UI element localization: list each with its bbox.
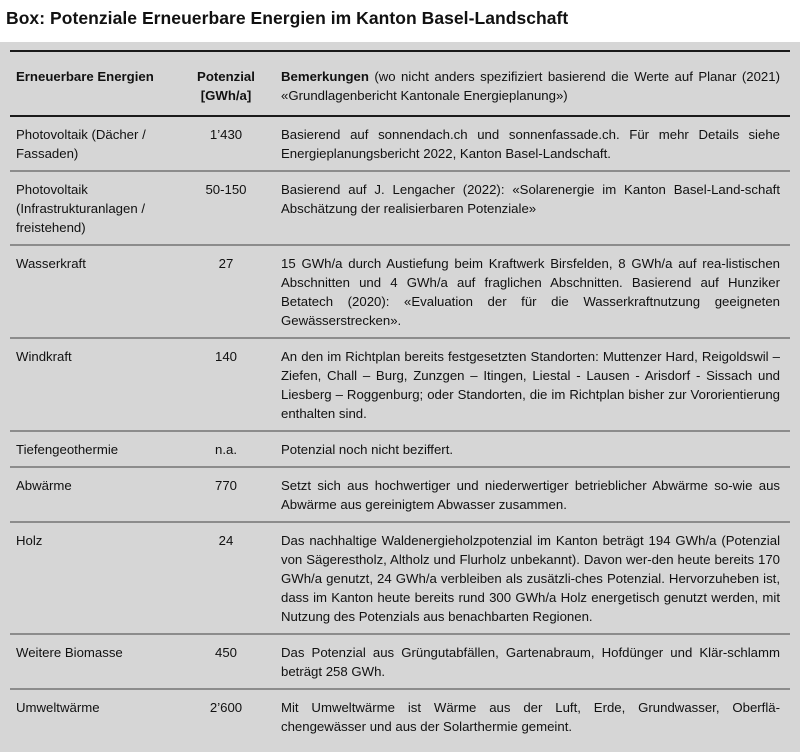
row-source: Wasserkraft	[16, 256, 86, 271]
table-row	[10, 467, 790, 522]
row-potential: 770	[214, 478, 237, 493]
row-potential: 1’430	[209, 127, 243, 142]
row-remark: Das Potenzial aus Grüngutabfällen, Gartenabraum, Hofdünger und Klär-schlamm beträgt 258 GWh.	[281, 645, 780, 679]
row-remark: Mit Umweltwärme ist Wärme aus der Luft, Erde, Grundwasser, Oberflä-chengewässer und aus der Solarthermie gemeint.	[281, 700, 780, 734]
table-header-row	[10, 51, 790, 116]
row-potential: n.a.	[215, 442, 237, 457]
header-potential	[185, 51, 267, 116]
row-source: Photovoltaik (Dächer / Fassaden)	[16, 127, 146, 161]
row-remark: 15 GWh/a durch Austiefung beim Kraftwerk Birsfelden, 8 GWh/a auf rea-listischen Abschnitten und 4 GWh/a auf fraglichen Abschnitten. Basierend auf Hunziker Betatech (2020): «Evaluation der für die Wasserkraftnutzung geeigneten Gewässerstrecken».	[281, 256, 780, 328]
row-remark: Basierend auf J. Lengacher (2022): «Solarenergie im Kanton Basel-Land-schaft Abschätzung der realisierbaren Potenziale»	[281, 182, 780, 216]
row-remark: Basierend auf sonnendach.ch und sonnenfassade.ch. Für mehr Details siehe Energieplanungsbericht 2022, Kanton Basel-Landschaft.	[281, 127, 780, 161]
table-row	[10, 171, 790, 245]
row-remark: An den im Richtplan bereits festgesetzten Standorten: Muttenzer Hard, Reigoldswil – Ziefen, Chall – Burg, Zunzgen – Itingen, Liestal - Lausen - Arisdorf - Sissach und Liesberg – Roggenburg; oder Standorten, die im Richtplan bisher zur Vororientierung enthalten sind.	[281, 349, 780, 421]
row-remark: Potenzial noch nicht beziffert.	[281, 442, 454, 457]
table-row	[10, 522, 790, 634]
row-source: Umweltwärme	[16, 700, 100, 715]
row-potential: 24	[218, 533, 234, 548]
box-title: Box: Potenziale Erneuerbare Energien im Kanton Basel-Landschaft	[0, 0, 800, 42]
info-box	[0, 42, 800, 752]
header-remarks-note: (wo nicht anders spezifiziert basierend die Werte auf Planar (2021) «Grundlagenbericht Kantonale Energieplanung»)	[281, 69, 780, 103]
row-source: Photovoltaik (Infrastrukturanlagen / freistehend)	[16, 182, 146, 235]
row-potential: 27	[218, 256, 234, 271]
row-remark: Setzt sich aus hochwertiger und niederwertiger betrieblicher Abwärme so-wie aus Abwärme aus gereinigtem Abwasser zusammen.	[281, 478, 780, 512]
row-potential: 140	[214, 349, 237, 364]
table-row	[10, 689, 790, 743]
table-row	[10, 245, 790, 338]
header-potential-label: Potenzial	[197, 69, 255, 84]
row-source: Weitere Biomasse	[16, 645, 123, 660]
table-row	[10, 338, 790, 431]
row-potential: 450	[214, 645, 237, 660]
header-remarks-label: Bemerkungen	[281, 69, 369, 84]
header-potential-unit: [GWh/a]	[200, 88, 252, 103]
table-row	[10, 431, 790, 467]
table-row	[10, 634, 790, 689]
header-remarks	[267, 51, 790, 116]
header-energy-source: Erneuerbare Energien	[10, 51, 185, 116]
table-row	[10, 116, 790, 171]
row-source: Tiefengeothermie	[16, 442, 119, 457]
row-source: Abwärme	[16, 478, 72, 493]
row-potential: 2’600	[209, 700, 243, 715]
row-potential: 50-150	[205, 182, 247, 197]
row-source: Windkraft	[16, 349, 72, 364]
row-source: Holz	[16, 533, 43, 548]
potential-table	[10, 50, 790, 743]
row-remark: Das nachhaltige Waldenergieholzpotenzial im Kanton beträgt 194 GWh/a (Potenzial von Sägerestholz, Altholz und Flurholz unbekannt). Davon wer-den heute bereits 170 GWh/a genutzt, 24 GWh/a verbleiben als zusätzli-ches Potenzial. Hervorzuheben ist, dass im Kanton heute bereits rund 300 GWh/a Holz energetisch genutzt werden, mit Nutzung des Potenzials aus benachbarten Regionen.	[281, 533, 780, 624]
